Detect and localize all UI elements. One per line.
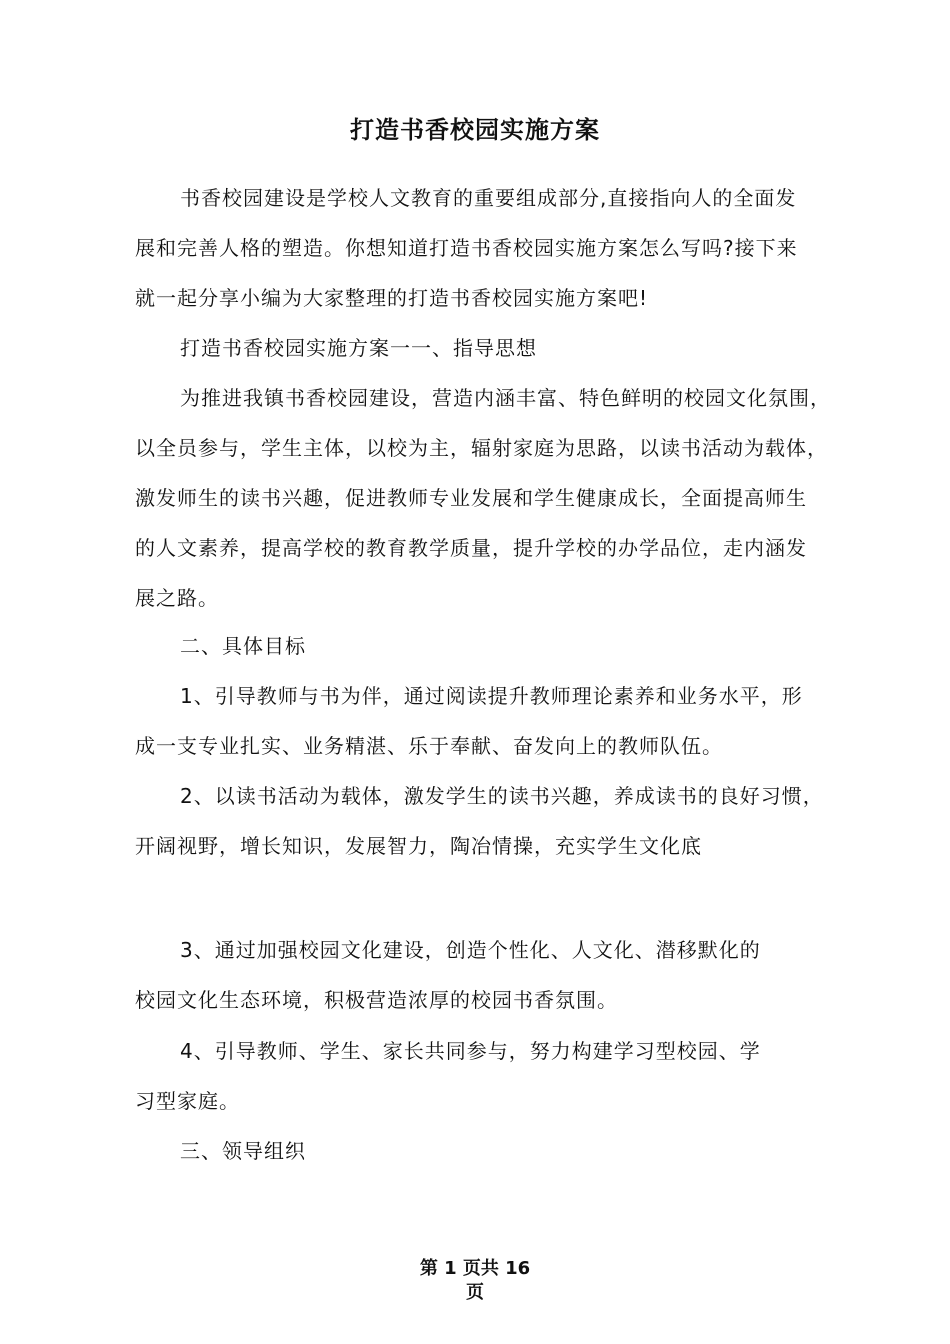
document-title: 打造书香校园实施方案 <box>350 116 600 144</box>
paragraph-line: 激发师生的读书兴趣，促进教师专业发展和学生健康成长，全面提高师生 <box>135 486 807 510</box>
paragraph-line: 2、以读书活动为载体，激发学生的读书兴趣，养成读书的良好习惯， <box>180 784 824 808</box>
paragraph-line: 为推进我镇书香校园建设，营造内涵丰富、特色鲜明的校园文化氛围， <box>180 386 831 410</box>
paragraph-line: 就一起分享小编为大家整理的打造书香校园实施方案吧! <box>135 286 649 310</box>
paragraph-line: 展和完善人格的塑造。你想知道打造书香校园实施方案怎么写吗?接下来 <box>135 236 798 260</box>
paragraph-line: 开阔视野，增长知识，发展智力，陶冶情操，充实学生文化底 <box>135 834 702 858</box>
section-heading: 二、具体目标 <box>180 634 306 658</box>
paragraph-line: 展之路。 <box>135 586 219 610</box>
paragraph-line: 书香校园建设是学校人文教育的重要组成部分,直接指向人的全面发 <box>180 186 797 210</box>
paragraph-line: 以全员参与，学生主体，以校为主，辐射家庭为思路，以读书活动为载体， <box>135 436 828 460</box>
paragraph-line: 的人文素养，提高学校的教育教学质量，提升学校的办学品位，走内涵发 <box>135 536 807 560</box>
page-number: 第 1 页共 16 <box>419 1258 531 1279</box>
paragraph-line: 习型家庭。 <box>135 1089 240 1113</box>
section-heading: 三、领导组织 <box>180 1139 306 1163</box>
paragraph-line: 1、引导教师与书为伴，通过阅读提升教师理论素养和业务水平，形 <box>180 684 803 708</box>
paragraph-line: 3、通过加强校园文化建设，创造个性化、人文化、潜移默化的 <box>180 938 761 962</box>
paragraph-line: 校园文化生态环境，积极营造浓厚的校园书香氛围。 <box>135 988 618 1012</box>
page-number-suffix: 页 <box>466 1282 484 1303</box>
paragraph-line: 成一支专业扎实、业务精湛、乐于奉献、奋发向上的教师队伍。 <box>135 734 723 758</box>
section-heading: 打造书香校园实施方案一一、指导思想 <box>180 336 537 360</box>
paragraph-line: 4、引导教师、学生、家长共同参与，努力构建学习型校园、学 <box>180 1039 761 1063</box>
